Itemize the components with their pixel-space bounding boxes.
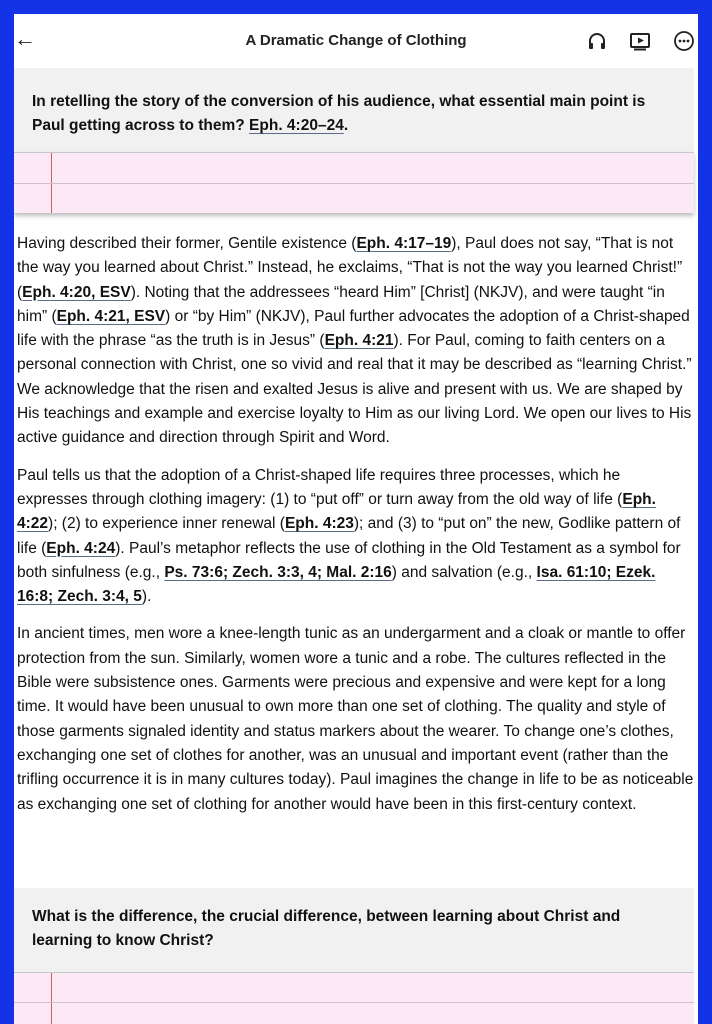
scripture-link[interactable]: Ps. 73:6; Zech. 3:3, 4; Mal. 2:16 [164, 563, 392, 581]
paragraph-2: Paul tells us that the adoption of a Christ-shaped life requires three processes, which he expresses through clothing imagery: (1) to “put off” or turn away from the old way of life (Eph. 4:22); (2) to experience inner renewal (Eph. 4:23); and (3) to “put on” the new, Godlike pattern of life (Eph. 4:24). Paul’s metaphor reflects the use of clothing in the Old Testament as a symbol for both sinfulness (e.g., Ps. 73:6; Zech. 3:3, 4; Mal. 2:16) and salvation (e.g., Isa. 61:10; Ezek. 16:8; Zech. 3:4, 5). [17, 466, 681, 606]
headphones-icon[interactable] [586, 30, 608, 52]
page-title: A Dramatic Change of Clothing [245, 32, 467, 49]
scripture-link[interactable]: Eph. 4:23 [284, 515, 354, 533]
app-frame [14, 14, 698, 1024]
question-2-text: What is the difference, the crucial difference, between learning about Christ and learning to know Christ? [32, 908, 621, 949]
answer-note-area-1[interactable] [14, 152, 694, 213]
scripture-link[interactable]: Eph. 4:21 [324, 332, 394, 350]
more-options-icon[interactable] [673, 30, 695, 52]
top-bar [14, 14, 698, 66]
question-1-text: In retelling the story of the conversion of his audience, what essential main point is Paul getting across to them? Eph. 4:20–24. [32, 93, 646, 134]
note-rule-line [14, 183, 694, 184]
scripture-link[interactable]: Eph. 4:20–24 [249, 117, 344, 134]
scripture-link[interactable]: Eph. 4:22 [17, 490, 656, 533]
scripture-link[interactable]: Eph. 4:21, ESV [56, 307, 166, 325]
back-arrow-icon[interactable]: ← [14, 26, 36, 51]
note-margin-line [51, 973, 52, 1024]
lesson-content [17, 232, 695, 830]
scripture-link[interactable]: Isa. 61:10; Ezek. 16:8; Zech. 3:4, 5 [17, 563, 656, 606]
question-box-1 [14, 68, 694, 152]
scripture-link[interactable]: Eph. 4:17–19 [356, 235, 452, 252]
paragraph-1: Having described their former, Gentile existence (Eph. 4:17–19), Paul does not say, “That is not the way you learned about Christ.” Instead, he exclaims, “That is not the way you learned Christ!” (Eph. 4:20, ESV). Noting that the addressees “heard Him” [Christ] (NKJV), and were taught “in him” (Eph. 4:21, ESV) or “by Him” (NKJV), Paul further advocates the adoption of a Christ-shaped life with the phrase “as the truth is in Jesus” (Eph. 4:21). For Paul, coming to faith centers on a personal connection with Christ, one so vivid and real that it may be described as “learning Christ.” We acknowledge that the risen and exalted Jesus is alive and present with us. We are shaped by His teachings and example and exercise loyalty to Him as our living Lord. We open our lives to His active guidance and direction through Spirit and Word. [17, 235, 692, 447]
answer-note-area-2[interactable] [14, 972, 694, 1024]
play-video-icon[interactable] [629, 30, 651, 52]
paragraph-3: In ancient times, men wore a knee-length tunic as an undergarment and a cloak or mantle to offer protection from the sun. Similarly, women wore a tunic and a robe. The cultures reflected in the Bible were subsistence ones. Garments were precious and expensive and were kept for a long time. It would have been unusual to own more than one set of clothing. The quality and style of those garments signaled identity and status markers about the wearer. To change one’s clothes, exchanging one set of clothes for another, was an unusual and important event (rather than the trifling occurrence it is in many cultures today). Paul imagines the change in life to be as noticeable as exchanging one set of clothing for another would have been in this first-century context. [17, 625, 694, 813]
scripture-link[interactable]: Eph. 4:20, ESV [22, 283, 131, 301]
question-box-2 [14, 888, 694, 972]
note-rule-line [14, 1002, 694, 1003]
scripture-link[interactable]: Eph. 4:24 [46, 539, 116, 557]
